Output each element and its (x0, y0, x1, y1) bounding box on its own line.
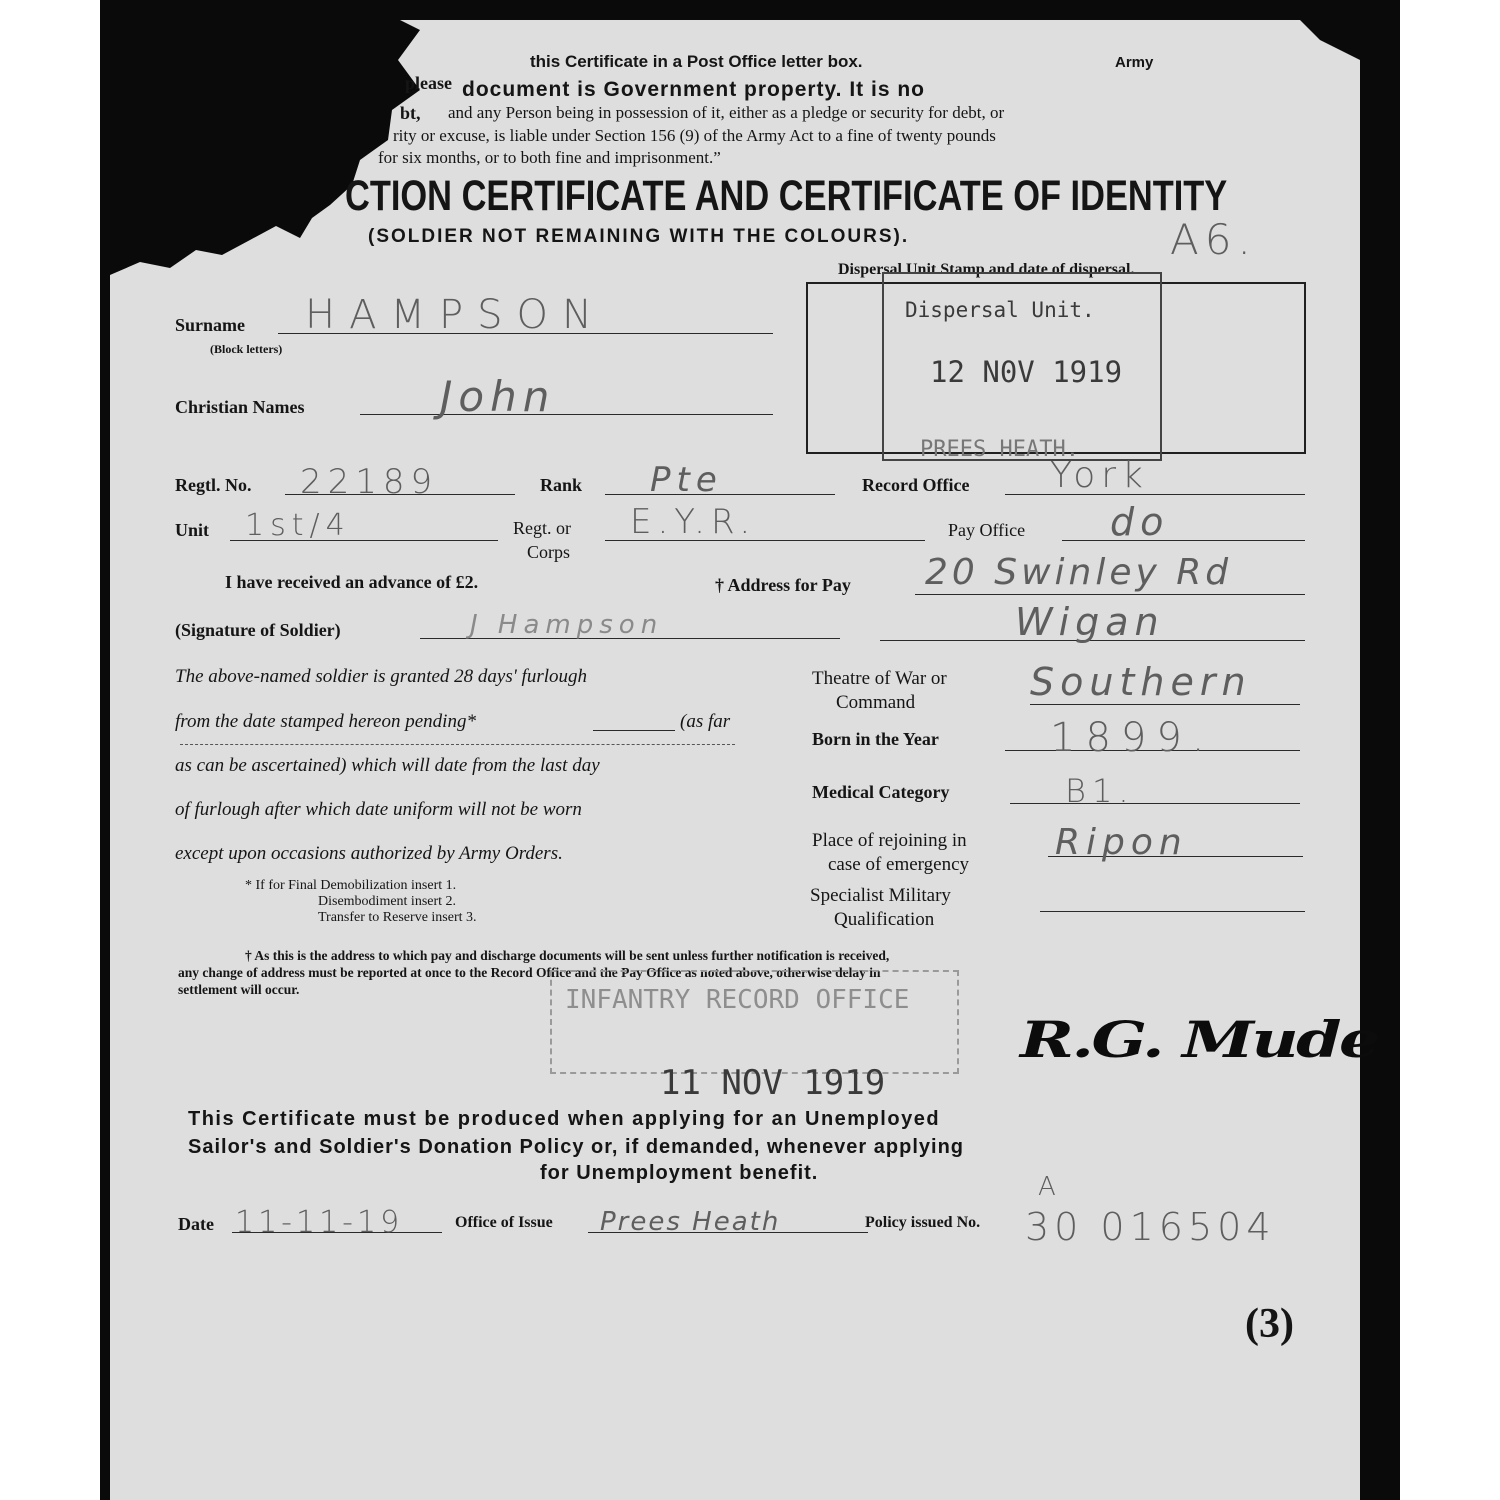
dispersal-stamp-title: Dispersal Unit. (905, 298, 1095, 322)
record-office-value: York (1050, 455, 1149, 496)
header-line3: and any Person being in possession of it, either as a pledge or security for debt, or (448, 103, 1005, 122)
furlough-line-3: as can be ascertained) which will date from the last day (175, 755, 600, 776)
header-line2: document is Government property. It is no (462, 78, 925, 101)
notice-line-3: for Unemployment benefit. (540, 1162, 819, 1184)
furlough-blank (593, 730, 675, 731)
surname-sublabel: (Block letters) (210, 342, 283, 356)
footnote-note-3: Transfer to Reserve insert 3. (318, 910, 477, 925)
header-line1: this Certificate in a Post Office letter box. (530, 52, 863, 71)
furlough-line-4: of furlough after which date uniform will not be worn (175, 799, 582, 820)
record-office-stamp-date: 11 NOV 1919 (660, 1063, 886, 1103)
unit-value: 1st/4 (245, 508, 351, 543)
medical-label: Medical Category (812, 782, 950, 802)
rank-label: Rank (540, 475, 583, 495)
theatre-label-1: Theatre of War or (812, 668, 947, 689)
medical-line (1010, 803, 1300, 804)
surname-value: HAMPSON (305, 292, 606, 338)
policy-issued-label: Policy issued No. (865, 1214, 981, 1231)
record-office-stamp-title: INFANTRY RECORD OFFICE (565, 985, 910, 1015)
record-office-label: Record Office (862, 475, 970, 495)
header-line1-right: Army (1115, 54, 1154, 71)
christian-names-line (360, 414, 773, 415)
rejoin-value: Ripon (1055, 822, 1188, 863)
furlough-underline (180, 744, 735, 745)
dispersal-stamp-date: 12 N0V 1919 (930, 355, 1123, 389)
form-code: (3) (1245, 1301, 1294, 1347)
regtl-no-value: 22189 (300, 462, 439, 502)
footnote-line-3: settlement will occur. (178, 982, 300, 997)
born-label: Born in the Year (812, 729, 939, 749)
date-value: 11-11-19 (235, 1205, 404, 1240)
policy-issued-value: 30 016504 (1025, 1205, 1276, 1249)
address-line-1-value: 20 Swinley Rd (925, 552, 1233, 593)
regt-corps-label-1: Regt. or (513, 518, 571, 538)
address-label: † Address for Pay (715, 575, 851, 595)
dispersal-caption: Dispersal Unit Stamp and date of dispersal. (838, 261, 1135, 278)
specialist-label-2: Qualification (834, 909, 935, 930)
officer-signature: R.G. Mude (1020, 1010, 1378, 1069)
rank-value: Pte (650, 460, 723, 500)
pay-office-line (1062, 540, 1305, 541)
furlough-line-2b: (as far (680, 711, 731, 732)
specialist-line (1040, 911, 1305, 912)
date-label: Date (178, 1214, 214, 1234)
footnote-note-1: * If for Final Demobilization insert 1. (245, 878, 457, 893)
advance-text: I have received an advance of £2. (225, 572, 479, 592)
medical-value: B1. (1065, 772, 1135, 810)
address-line-1 (915, 594, 1305, 595)
pay-office-value: do (1110, 500, 1170, 544)
regt-corps-label-2: Corps (527, 542, 571, 562)
furlough-line-1: The above-named soldier is granted 28 days' furlough (175, 666, 587, 687)
office-of-issue-label: Office of Issue (455, 1214, 553, 1231)
born-value: 1899. (1050, 715, 1215, 761)
header-line3-left: bt, (400, 103, 421, 123)
notice-line-1: This Certificate must be produced when applying for an Unemployed (188, 1108, 941, 1130)
furlough-line-2a: from the date stamped hereon pending* (175, 711, 476, 732)
furlough-line-5: except upon occasions authorized by Army Orders. (175, 843, 563, 864)
signature-label: (Signature of Soldier) (175, 620, 341, 640)
regt-corps-value: E.Y.R. (630, 502, 757, 542)
pay-office-label: Pay Office (948, 520, 1026, 540)
christian-names-label: Christian Names (175, 397, 305, 417)
surname-label: Surname (175, 315, 246, 335)
document-title: CTION CERTIFICATE AND CERTIFICATE OF IDENTITY (345, 172, 1228, 220)
header-line5: for six months, or to both fine and imprisonment.” (378, 148, 721, 167)
theatre-line (1030, 704, 1300, 705)
address-line-2-value: Wigan (1015, 600, 1165, 644)
footnote-line-2: any change of address must be reported at once to the Record Office and the Pay Office as noted above, otherwise delay in (178, 965, 881, 980)
christian-names-value: John (440, 372, 556, 421)
theatre-label-2: Command (836, 692, 916, 713)
document-subtitle: (SOLDIER NOT REMAINING WITH THE COLOURS). (368, 226, 910, 247)
signature-value: J Hampson (470, 610, 664, 640)
footnote-line-1: † As this is the address to which pay and discharge documents will be sent unless further notification is received, (245, 948, 890, 963)
policy-prefix: A (1038, 1172, 1062, 1202)
reference-mark: A6. (1170, 215, 1257, 264)
specialist-label-1: Specialist Military (810, 885, 951, 906)
regtl-no-label: Regtl. No. (175, 475, 252, 495)
header-line2-left: please (405, 73, 452, 93)
unit-label: Unit (175, 520, 210, 540)
footnote-note-2: Disembodiment insert 2. (318, 894, 457, 909)
office-of-issue-value: Prees Heath (600, 1207, 781, 1237)
header-line4: rity or excuse, is liable under Section 156 (9) of the Army Act to a fine of twenty pounds (393, 126, 996, 145)
rejoin-label-2: case of emergency (828, 854, 970, 875)
rejoin-label-1: Place of rejoining in (812, 830, 967, 851)
notice-line-2: Sailor's and Soldier's Donation Policy or, if demanded, whenever applying (188, 1136, 964, 1158)
theatre-value: Southern (1030, 660, 1252, 704)
dispersal-stamp-place: PREES HEATH. (920, 437, 1079, 462)
